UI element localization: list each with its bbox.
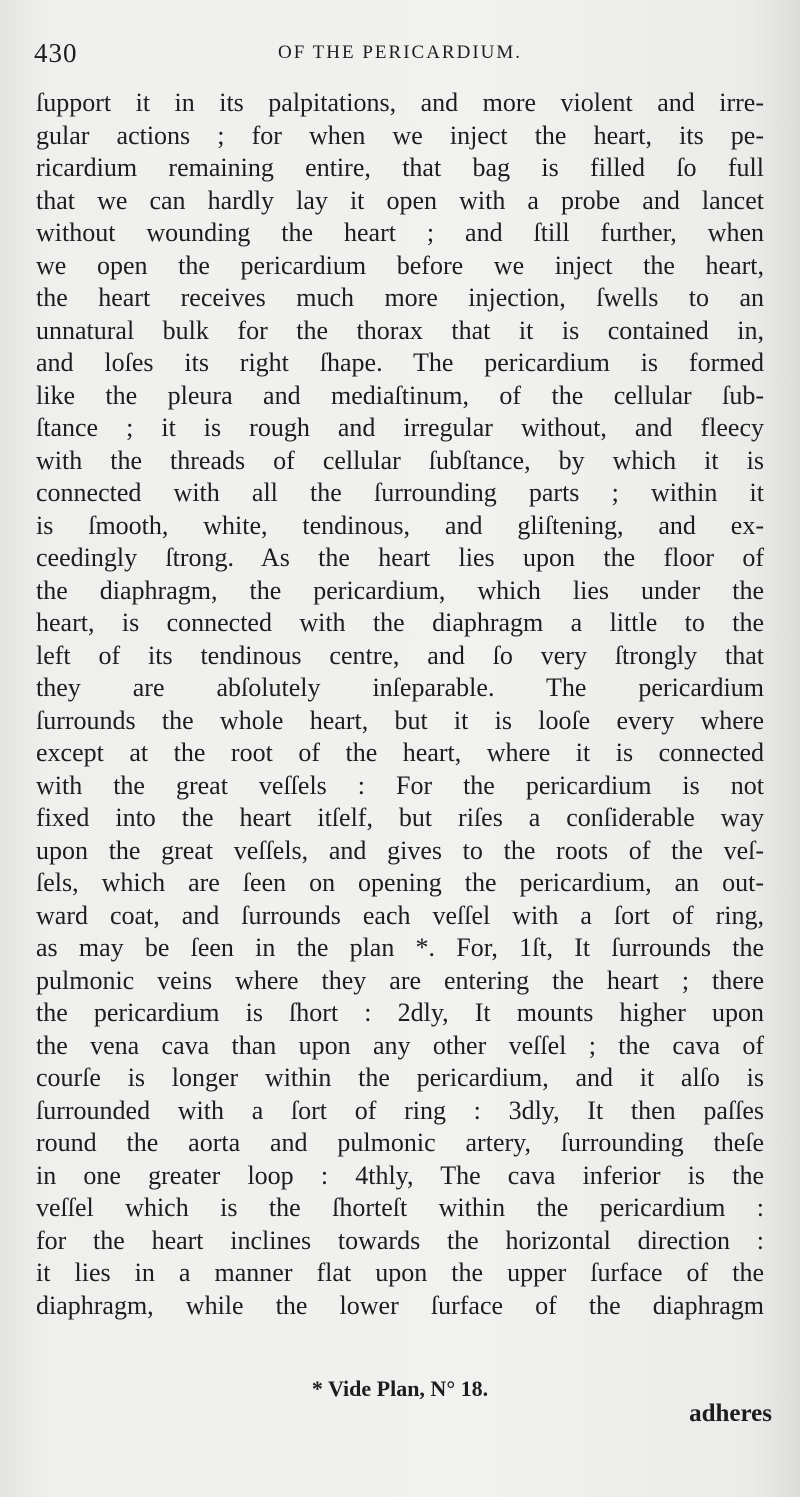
text-line: gular actions ; for when we inject the heart, its pe- xyxy=(36,120,764,150)
text-line: ſels, which are ſeen on opening the pericardium, an out- xyxy=(36,868,764,897)
text-line: diaphragm, while the lower ſurface of the diaphragm xyxy=(36,1290,764,1320)
text-line: and loſes its right ſhape. The pericardium is formed xyxy=(36,348,764,377)
page-header xyxy=(30,34,770,74)
text-line: like the pleura and mediaſtinum, of the cellular ſub- xyxy=(36,380,764,410)
text-line: the heart receives much more injection, ſwells to an xyxy=(36,283,764,312)
text-line: ſurrounded with a ſort of ring : 3dly, It then paſſes xyxy=(36,1095,764,1125)
text-line: as may be ſeen in the plan *. For, 1ſt, It ſurrounds the xyxy=(36,933,764,962)
text-line: with the threads of cellular ſubſtance, by which it is xyxy=(36,445,764,475)
text-line: they are abſolutely inſeparable. The pericardium xyxy=(36,673,764,702)
text-line: with the great veſſels : For the pericardium is not xyxy=(36,770,764,800)
text-line: ceedingly ſtrong. As the heart lies upon the floor of xyxy=(36,543,764,572)
text-line: veſſel which is the ſhorteſt within the pericardium : xyxy=(36,1193,764,1222)
text-line: for the heart inclines towards the horizontal direction : xyxy=(36,1225,764,1255)
text-line: fixed into the heart itſelf, but riſes a conſiderable way xyxy=(36,803,764,832)
text-line: ward coat, and ſurrounds each veſſel with a ſort of ring, xyxy=(36,900,764,930)
text-line: connected with all the ſurrounding parts ; within it xyxy=(36,478,764,507)
text-line: the diaphragm, the pericardium, which lies under the xyxy=(36,575,764,605)
body-text xyxy=(36,87,764,1322)
text-line: ſupport it in its palpitations, and more violent and irre- xyxy=(36,88,764,117)
catchword: adheres xyxy=(689,1400,772,1427)
text-line: courſe is longer within the pericardium, and it alſo is xyxy=(36,1063,764,1092)
text-line: left of its tendinous centre, and ſo very ſtrongly that xyxy=(36,640,764,670)
text-line: ſurrounds the whole heart, but it is looſe every where xyxy=(36,705,764,735)
text-line: in one greater loop : 4thly, The cava inferior is the xyxy=(36,1160,764,1190)
text-line: the pericardium is ſhort : 2dly, It mounts higher upon xyxy=(36,998,764,1027)
text-line: upon the great veſſels, and gives to the roots of the veſ- xyxy=(36,835,764,865)
running-head: OF THE PERICARDIUM. xyxy=(277,42,523,63)
text-line: the vena cava than upon any other veſſel ; the cava of xyxy=(36,1030,764,1060)
text-line: is ſmooth, white, tendinous, and gliſtening, and ex- xyxy=(36,510,764,540)
page-number: 430 xyxy=(34,38,78,68)
text-line: heart, is connected with the diaphragm a little to the xyxy=(36,608,764,637)
text-line: unnatural bulk for the thorax that it is contained in, xyxy=(36,315,764,345)
text-line: except at the root of the heart, where it is connected xyxy=(36,738,764,767)
text-line: without wounding the heart ; and ſtill further, when xyxy=(36,218,764,247)
text-line: it lies in a manner flat upon the upper ſurface of the xyxy=(36,1258,764,1287)
footnote: * Vide Plan, N° 18. xyxy=(311,1376,489,1401)
text-line: ricardium remaining entire, that bag is filled ſo full xyxy=(36,153,764,182)
text-line: ſtance ; it is rough and irregular without, and fleecy xyxy=(36,413,764,442)
text-line: pulmonic veins where they are entering the heart ; there xyxy=(36,965,764,995)
text-line: round the aorta and pulmonic artery, ſurrounding theſe xyxy=(36,1128,764,1157)
text-line: that we can hardly lay it open with a probe and lancet xyxy=(36,185,764,215)
text-line: we open the pericardium before we inject the heart, xyxy=(36,250,764,280)
